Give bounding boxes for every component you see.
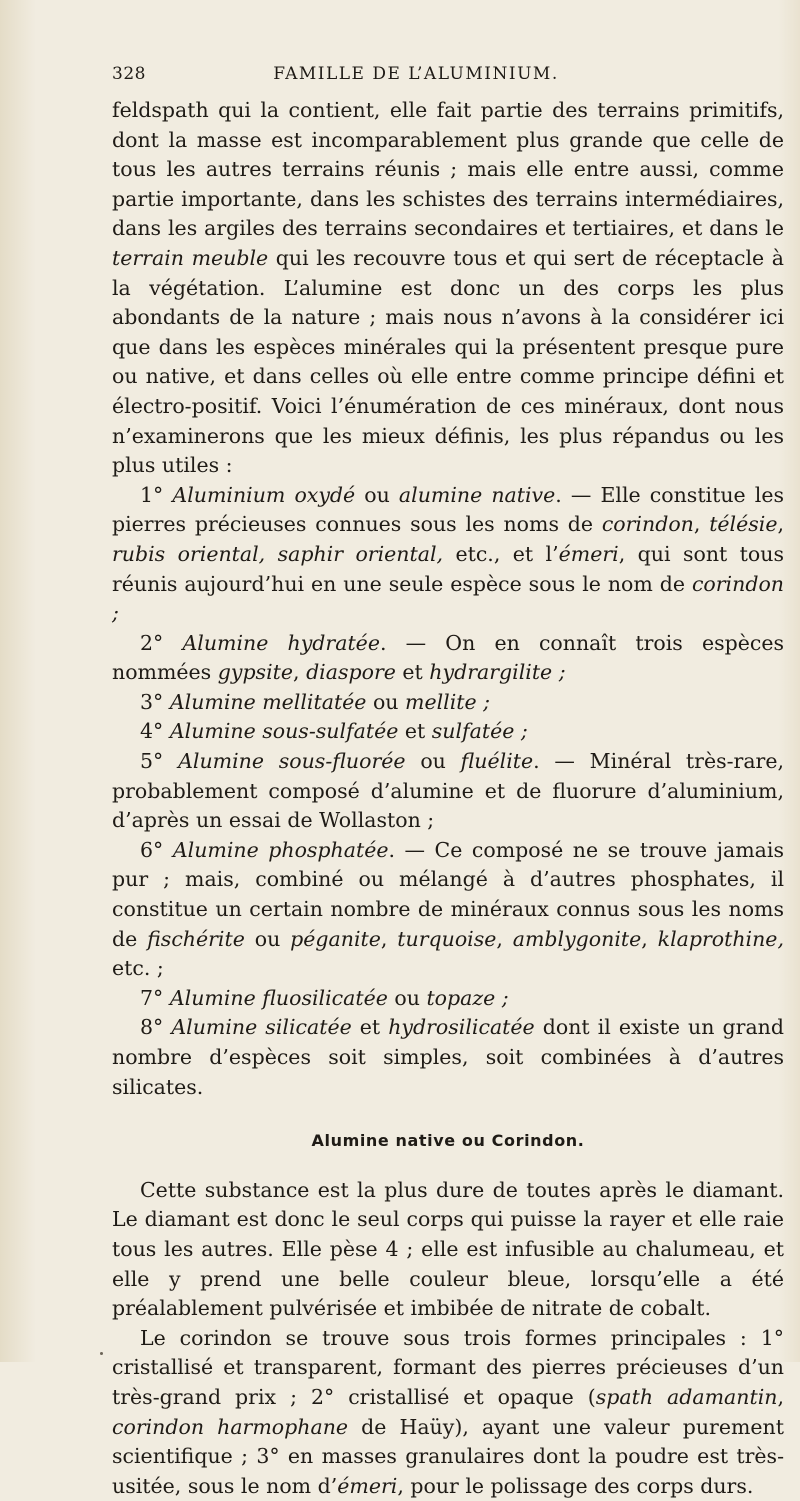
list-item-4: 4° Alumine sous-sulfatée et sulfatée ; xyxy=(140,719,528,744)
page-header xyxy=(112,64,720,90)
running-title: FAMILLE DE L’ALUMINIUM. xyxy=(273,64,559,84)
list-item-1: 1° Aluminium oxydé ou alumine native. — Elle constitue les pierres précieuses connues sous les noms de corindon, télésie, rubis oriental, saphir oriental, etc., et l’émeri, qui sont tous réunis aujourd’hui en une seule espèce sous le nom de corindon ; xyxy=(112,482,784,626)
page-number: 328 xyxy=(112,64,146,84)
list-item-5: 5° Alumine sous-fluorée ou fluélite. — Minéral très-rare, probablement composé d’alumine et de fluorure d’aluminium, d’après un essai de Wollaston ; xyxy=(112,749,784,833)
section-paragraph-1: Cette substance est la plus dure de toutes après le diamant. Le diamant est donc le seul corps qui puisse la rayer et elle raie tous les autres. Elle pèse 4 ; elle est infusible au chalumeau, et elle y prend une belle couleur bleue, lorsqu’elle a été préalablement pulvérisée et imbibée de nitrate de cobalt. xyxy=(112,1177,784,1321)
list-item-6: 6° Alumine phosphatée. — Ce composé ne se trouve jamais pur ; mais, combiné ou mélangé à d’autres phosphates, il constitue un certain nombre de minéraux connus sous les noms de fischérite ou péganite, turquoise, amblygonite, klaprothine, etc. ; xyxy=(112,837,784,981)
body-text xyxy=(112,96,784,1501)
intro-paragraph: feldspath qui la contient, elle fait partie des terrains primitifs, dont la masse est incomparablement plus grande que celle de tous les autres terrains réunis ; mais elle entre aussi, comme partie importante, dans les schistes des terrains intermédiaires, dans les argiles des terrains secondaires et tertiaires, et dans le terrain meuble qui les recouvre tous et qui sert de réceptacle à la végétation. L’alumine est donc un des corps les plus abondants de la nature ; mais nous n’avons à la considérer ici que dans les espèces minérales qui la présentent presque pure ou native, et dans celles où elle entre comme principe défini et électro-positif. Voici l’énumération de ces minéraux, dont nous n’examinerons que les mieux définis, les plus répandus ou les plus utiles : xyxy=(112,98,784,478)
list-item-3: 3° Alumine mellitatée ou mellite ; xyxy=(140,689,491,714)
list-item-2: 2° Alumine hydratée. — On en connaît trois espèces nommées gypsite, diaspore et hydrargilite ; xyxy=(112,630,784,685)
ink-speck xyxy=(100,1352,103,1355)
section-paragraph-2: Le corindon se trouve sous trois formes principales : 1° cristallisé et transparent, formant des pierres précieuses d’un très-grand prix ; 2° cristallisé et opaque (spath adamantin, corindon harmophane de Haüy), ayant une valeur purement scientifique ; 3° en masses granulaires dont la poudre est très-usitée, sous le nom d’émeri, pour le polissage des corps durs. xyxy=(112,1325,784,1498)
section-heading: Alumine native ou Corindon. xyxy=(311,1131,585,1151)
list-item-8: 8° Alumine silicatée et hydrosilicatée dont il existe un grand nombre d’espèces soit simples, soit combinées à d’autres silicates. xyxy=(112,1015,784,1099)
list-item-7: 7° Alumine fluosilicatée ou topaze ; xyxy=(140,985,509,1010)
page-left-edge xyxy=(0,0,36,1362)
